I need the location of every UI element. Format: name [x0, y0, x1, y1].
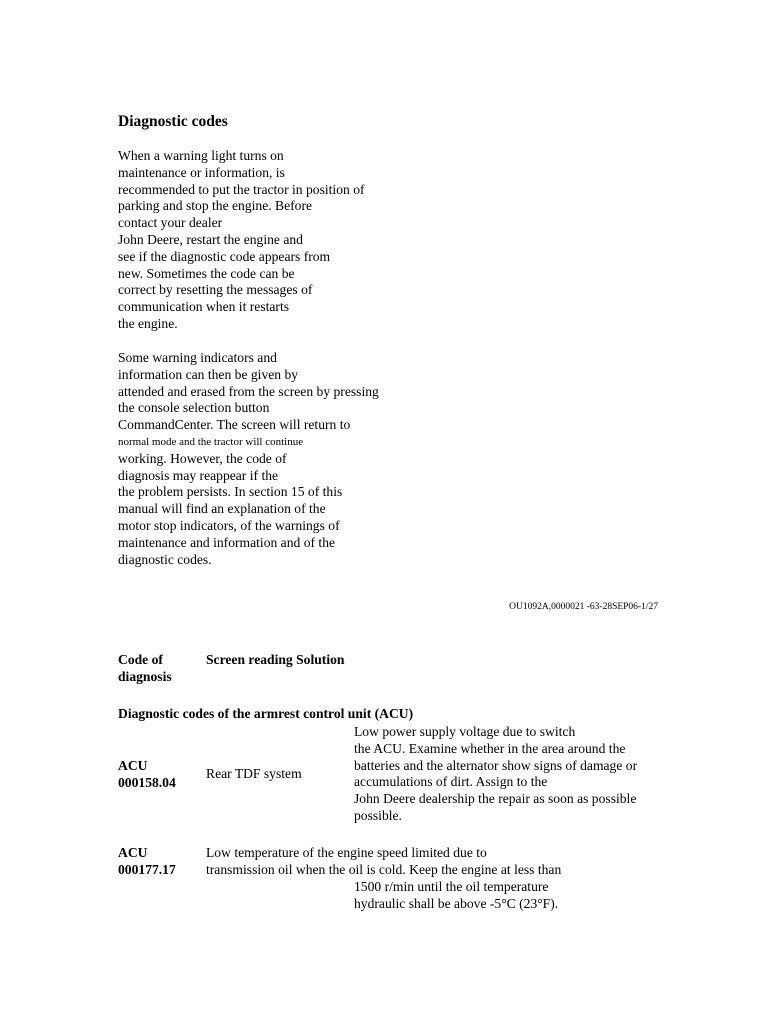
reading-line: transmission oil when the oil is cold. Keep the engine at less than	[206, 861, 562, 877]
code-line: 000158.04	[118, 774, 176, 790]
intro-paragraph	[118, 148, 365, 333]
code-line: ACU	[118, 845, 148, 860]
section-title: Diagnostic codes of the armrest control unit (ACU)	[118, 706, 414, 721]
page-title: Diagnostic codes	[118, 113, 228, 130]
document-reference: OU1092A,0000021 -63-28SEP06-1/27	[509, 602, 658, 612]
second-paragraph	[118, 350, 379, 568]
paragraph-line: diagnostic codes.	[118, 551, 212, 567]
header-line: Code of	[118, 652, 163, 667]
paragraph-line: maintenance and information and of the	[118, 534, 336, 550]
solution-line: batteries and the alternator show signs of damage or	[354, 757, 638, 773]
paragraph-line: manual will find an explanation of the	[118, 501, 326, 517]
paragraph-line: new. Sometimes the code can be	[118, 265, 295, 281]
paragraph-line: correct by resetting the messages of	[118, 282, 313, 298]
paragraph-line: the problem persists. In section 15 of this	[118, 484, 343, 500]
paragraph-line: the console selection button	[118, 400, 270, 416]
row1-screen-reading: Rear TDF system	[206, 766, 302, 781]
paragraph-line: parking and stop the engine. Before	[118, 198, 313, 214]
code-line: ACU	[118, 758, 148, 773]
row1-code	[118, 758, 176, 792]
solution-line: possible.	[354, 807, 402, 823]
solution-line: accumulations of dirt. Assign to the	[354, 774, 548, 790]
row2-solution	[354, 879, 558, 913]
row2-code	[118, 845, 176, 879]
reading-solution-header: Screen reading Solution	[206, 652, 345, 667]
paragraph-line: the engine.	[118, 315, 178, 331]
paragraph-line: see if the diagnostic code appears from	[118, 248, 331, 264]
paragraph-line: information can then be given by	[118, 366, 299, 382]
solution-line: Low power supply voltage due to switch	[354, 724, 576, 739]
solution-line: 1500 r/min until the oil temperature	[354, 879, 549, 894]
paragraph-line: diagnosis may reappear if the	[118, 467, 279, 483]
paragraph-line: motor stop indicators, of the warnings of	[118, 517, 340, 533]
paragraph-line: John Deere, restart the engine and	[118, 231, 303, 247]
paragraph-line: Some warning indicators and	[118, 350, 277, 365]
code-column-header	[118, 652, 172, 686]
row2-reading-solution	[206, 845, 561, 879]
solution-line: the ACU. Examine whether in the area around the	[354, 740, 626, 756]
header-line: diagnosis	[118, 668, 172, 684]
paragraph-line: normal mode and the tractor will continue	[118, 435, 304, 448]
paragraph-line: When a warning light turns on	[118, 148, 284, 163]
reading-line: Low temperature of the engine speed limited due to	[206, 845, 487, 860]
solution-line: hydraulic shall be above -5°C (23°F).	[354, 895, 559, 911]
paragraph-line: maintenance or information, is	[118, 164, 285, 180]
code-line: 000177.17	[118, 861, 176, 877]
paragraph-line: CommandCenter. The screen will return to	[118, 417, 351, 433]
paragraph-line: contact your dealer	[118, 215, 223, 231]
paragraph-line: attended and erased from the screen by pressing	[118, 383, 379, 399]
paragraph-line: working. However, the code of	[118, 450, 287, 466]
row1-solution	[354, 724, 637, 825]
paragraph-line: communication when it restarts	[118, 299, 290, 315]
solution-line: John Deere dealership the repair as soon as possible	[354, 791, 637, 807]
paragraph-line: recommended to put the tractor in position of	[118, 181, 365, 197]
